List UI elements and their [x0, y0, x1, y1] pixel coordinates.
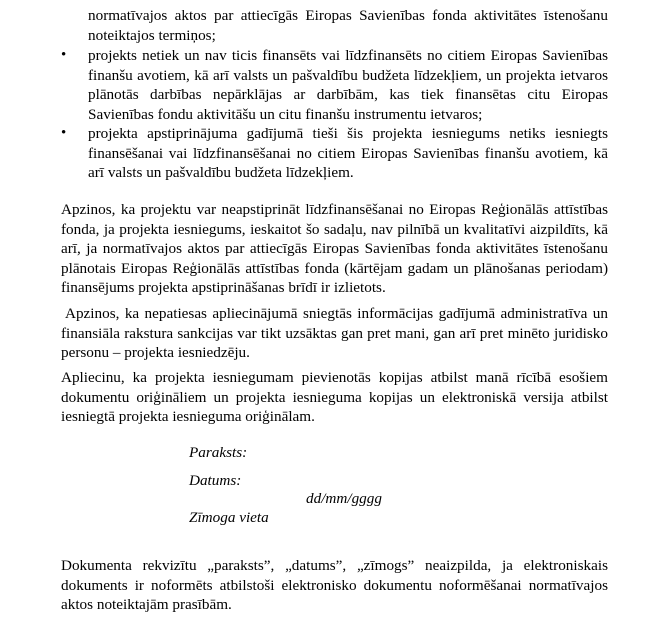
list-item-text: projekts netiek un nav ticis finansēts vai līdzfinansēts no citiem Eiropas Savienības finanšu avotiem, kā arī valsts un pašvaldību budžeta līdzekļiem, un projekta ietvaros plānotās darbības nepārklājas ar darbībām, kas tiek finansētas citu Eiropas Savienības fondu aktivitāšu un citu finanšu instrumentu ietvaros; — [88, 47, 608, 123]
paragraph-sanctions: Apzinos, ka nepatiesas apliecinājumā sniegtās informācijas gadījumā administratīva un finansiāla rakstura sankcijas var tikt uzsāktas gan pret mani, gan arī pret minēto juridisko personu – projekta iesniedzēju. — [61, 305, 608, 362]
stamp-place-label: Zīmoga vieta — [189, 509, 269, 526]
paragraph-project-approval: Apzinos, ka projektu var neapstiprināt līdzfinansēšanai no Eiropas Reģionālās attīstības fonda, ja projekta iesniegums, ieskaitot šo sadaļu, nav pilnībā un kvalitatīvi aizpildīts, kā arī, ja normatīvajos aktos par attiecīgās Eiropas Savienības fonda aktivitātes īstenošanu plānotais Eiropas Reģionālās attīstības fonda (kārtējam gadam un plānošanas periodam) finansējums projekta apstiprināšanas brīdī ir izlietots. — [61, 201, 608, 297]
date-format-hint: dd/mm/gggg — [306, 490, 382, 507]
paragraph-copies-confirmation: Apliecinu, ka projekta iesniegumam pievienotās kopijas atbilst manā rīcībā esošiem dokumentu oriģināliem un projekta iesnieguma kopijas un elektroniskā versija atbilst iesniegtā projekta iesnieguma oriģinālam. — [61, 369, 608, 426]
date-label: Datums: — [189, 472, 242, 489]
bullet-continuation-text: normatīvajos aktos par attiecīgās Eiropas Savienības fonda aktivitātes īstenošanu noteiktajos termiņos; — [88, 7, 608, 44]
bullet-icon: • — [61, 47, 67, 63]
signature-label: Paraksts: — [189, 444, 248, 461]
bullet-icon: • — [61, 125, 67, 141]
list-item-text: projekta apstiprinājuma gadījumā tieši šis projekta iesniegums netiks iesniegts finansēšanai vai līdzfinansēšanai no citiem Eiropas Savienības finanšu avotiem, kā arī valsts un pašvaldību budžeta līdzekļiem. — [88, 125, 608, 182]
paragraph-electronic-document-note: Dokumenta rekvizītu „paraksts”, „datums”, „zīmogs” neaizpilda, ja elektroniskais dokuments ir noformēts atbilstoši elektronisko dokumentu noformēšanai normatīvajos aktos noteiktajām prasībām. — [61, 557, 608, 614]
